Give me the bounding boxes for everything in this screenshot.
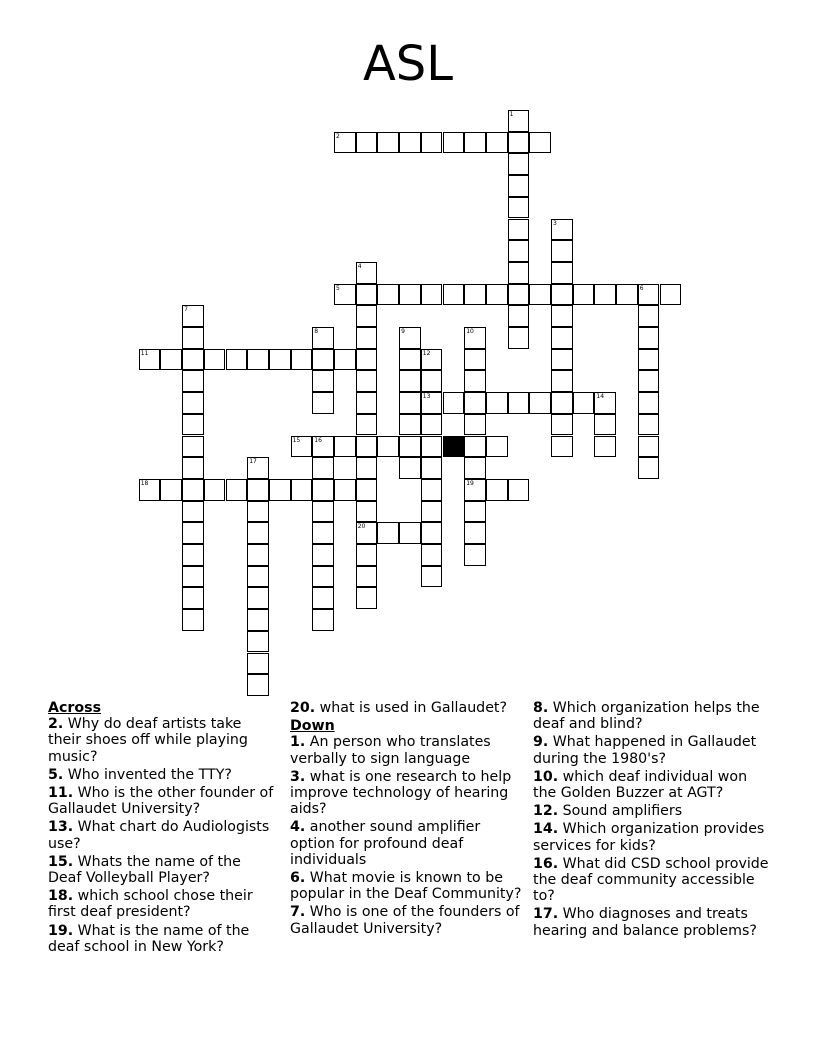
grid-cell[interactable] <box>594 392 616 414</box>
grid-cell[interactable] <box>312 349 334 371</box>
cell-number: 2 <box>336 132 340 140</box>
clue-down-9: 9. What happened in Gallaudet during the 1980's? <box>533 734 757 767</box>
grid-cell[interactable] <box>508 153 530 175</box>
grid-cell[interactable] <box>464 414 486 436</box>
cell-number: 4 <box>357 262 362 270</box>
grid-cell[interactable] <box>182 457 204 479</box>
grid-cell[interactable] <box>247 609 269 631</box>
grid-cell[interactable] <box>356 501 378 523</box>
grid-cell[interactable] <box>464 327 486 349</box>
clues-column-1 <box>48 700 278 957</box>
grid-cell[interactable] <box>247 457 269 479</box>
grid-cell[interactable] <box>356 566 378 588</box>
cell-number: 18 <box>140 479 149 487</box>
grid-cell[interactable] <box>312 609 334 631</box>
grid-cell[interactable] <box>182 479 204 501</box>
grid-cell[interactable] <box>594 436 616 458</box>
grid-cell[interactable] <box>139 479 161 501</box>
grid-cell[interactable] <box>421 392 443 414</box>
grid-cell[interactable] <box>182 327 204 349</box>
grid-cell[interactable] <box>312 436 334 458</box>
grid-cell[interactable] <box>247 566 269 588</box>
grid-cell[interactable] <box>356 284 378 306</box>
grid-cell[interactable] <box>551 240 573 262</box>
grid-cell[interactable] <box>356 436 378 458</box>
clue-down-12: 12. Sound amplifiers <box>533 803 683 820</box>
grid-cell[interactable] <box>312 479 334 501</box>
grid-cell[interactable] <box>247 587 269 609</box>
grid-cell[interactable] <box>182 522 204 544</box>
clue-across-13: 13. What chart do Audiologists use? <box>48 819 270 852</box>
grid-cell[interactable] <box>312 457 334 479</box>
grid-cell[interactable] <box>399 457 421 479</box>
down-heading: Down <box>290 718 335 735</box>
grid-cell[interactable] <box>312 544 334 566</box>
clue-down-8: 8. Which organization helps the deaf and blind? <box>533 700 760 733</box>
cell-number: 3 <box>553 219 557 227</box>
grid-cell[interactable] <box>616 284 638 306</box>
grid-cell[interactable] <box>486 479 508 501</box>
grid-cell[interactable] <box>464 544 486 566</box>
grid-cell[interactable] <box>638 392 660 414</box>
grid-cell[interactable] <box>508 175 530 197</box>
grid-cell[interactable] <box>182 609 204 631</box>
grid-cell[interactable] <box>356 587 378 609</box>
clue-across-18: 18. which school chose their first deaf president? <box>48 888 253 921</box>
grid-cell[interactable] <box>638 457 660 479</box>
grid-cell[interactable] <box>204 479 226 501</box>
grid-cell[interactable] <box>312 501 334 523</box>
grid-cell[interactable] <box>421 544 443 566</box>
across-heading: Across <box>48 700 102 716</box>
cell-number: 1 <box>509 111 514 118</box>
clue-down-6: 6. What movie is known to be popular in the Deaf Community? <box>290 870 522 903</box>
grid-cell[interactable] <box>508 132 530 154</box>
grid-cell[interactable] <box>573 392 595 414</box>
grid-cell[interactable] <box>291 479 313 501</box>
grid-cell[interactable] <box>594 414 616 436</box>
cell-number: 11 <box>140 349 149 357</box>
grid-cell[interactable] <box>551 370 573 392</box>
grid-cell[interactable] <box>356 522 378 544</box>
grid-cell[interactable] <box>356 370 378 392</box>
grid-cell[interactable] <box>464 284 486 306</box>
grid-cell[interactable] <box>464 370 486 392</box>
grid-cell[interactable] <box>638 370 660 392</box>
grid-cell[interactable] <box>551 414 573 436</box>
grid-cell[interactable] <box>529 132 551 154</box>
cell-number: 9 <box>401 328 405 335</box>
grid-cell[interactable] <box>421 132 443 154</box>
cell-number: 16 <box>314 436 322 444</box>
grid-cell[interactable] <box>334 132 356 154</box>
clue-across-11: 11. Who is the other founder of Gallaudet University? <box>48 785 274 818</box>
grid-cell[interactable] <box>508 305 530 327</box>
grid-cell[interactable] <box>247 653 269 675</box>
grid-cell[interactable] <box>204 349 226 371</box>
grid-cell[interactable] <box>508 240 530 262</box>
grid-cell[interactable] <box>551 436 573 458</box>
grid-cell[interactable] <box>356 414 378 436</box>
grid-cell[interactable] <box>226 479 248 501</box>
grid-cell[interactable] <box>182 587 204 609</box>
grid-cell[interactable] <box>464 522 486 544</box>
clue-across-15: 15. Whats the name of the Deaf Volleyball Player? <box>48 853 241 887</box>
grid-cell[interactable] <box>464 349 486 371</box>
grid-cell[interactable] <box>182 566 204 588</box>
grid-cell[interactable] <box>182 370 204 392</box>
grid-cell[interactable] <box>464 457 486 479</box>
grid-cell[interactable] <box>247 501 269 523</box>
grid-cell[interactable] <box>399 436 421 458</box>
cell-number: 17 <box>249 458 257 466</box>
clue-down-16: 16. What did CSD school provide the deaf community accessible to? <box>533 855 769 905</box>
grid-cell[interactable] <box>486 436 508 458</box>
grid-cell[interactable] <box>399 414 421 436</box>
grid-cell[interactable] <box>377 436 399 458</box>
grid-cell[interactable] <box>182 414 204 436</box>
clue-across-19: 19. What is the name of the deaf school in New York? <box>48 922 250 955</box>
grid-cell[interactable] <box>399 132 421 154</box>
grid-cell[interactable] <box>421 501 443 523</box>
grid-cell[interactable] <box>356 457 378 479</box>
grid-cell[interactable] <box>182 305 204 327</box>
clue-across-20: 20. what is used in Gallaudet? <box>290 700 508 716</box>
grid-cell[interactable] <box>421 522 443 544</box>
grid-cell[interactable] <box>508 197 530 219</box>
grid-cell[interactable] <box>334 349 356 371</box>
grid-cell[interactable] <box>421 479 443 501</box>
grid-cell[interactable] <box>594 284 616 306</box>
grid-cell[interactable] <box>356 349 378 371</box>
grid-cell[interactable] <box>399 522 421 544</box>
grid-cell[interactable] <box>508 479 530 501</box>
grid-cell[interactable] <box>638 305 660 327</box>
grid-cell[interactable] <box>356 327 378 349</box>
grid-cell[interactable] <box>247 674 269 696</box>
grid-cell[interactable] <box>508 219 530 241</box>
grid-cell[interactable] <box>226 349 248 371</box>
grid-cell[interactable] <box>356 544 378 566</box>
grid-cell[interactable] <box>443 392 465 414</box>
grid-cell[interactable] <box>247 522 269 544</box>
cell-number: 19 <box>466 479 474 487</box>
grid-cell[interactable] <box>160 479 182 501</box>
grid-cell[interactable] <box>443 284 465 306</box>
cell-number: 10 <box>466 328 474 335</box>
grid-cell[interactable] <box>377 132 399 154</box>
clue-down-7: 7. Who is one of the founders of Gallaudet University? <box>290 904 520 937</box>
puzzle-title: ASL <box>362 36 454 92</box>
grid-cell[interactable] <box>421 457 443 479</box>
grid-cell[interactable] <box>551 392 573 414</box>
grid-cell[interactable] <box>312 392 334 414</box>
grid-cell[interactable] <box>334 479 356 501</box>
grid-cell[interactable] <box>638 327 660 349</box>
grid-cell[interactable] <box>399 349 421 371</box>
cell-number: 20 <box>357 523 366 531</box>
grid-cell[interactable] <box>312 522 334 544</box>
grid-cell[interactable] <box>399 370 421 392</box>
grid-cell[interactable] <box>421 349 443 371</box>
clue-down-10: 10. which deaf individual won the Golden Buzzer at AGT? <box>533 768 748 802</box>
cell-number: 13 <box>422 393 431 401</box>
grid-cell[interactable] <box>247 349 269 371</box>
grid-cell[interactable] <box>508 392 530 414</box>
grid-cell[interactable] <box>377 284 399 306</box>
grid-cell[interactable] <box>334 436 356 458</box>
grid-cell[interactable] <box>529 284 551 306</box>
grid-cell[interactable] <box>182 436 204 458</box>
grid-cell[interactable] <box>377 522 399 544</box>
grid-cell[interactable] <box>269 479 291 501</box>
grid-cell[interactable] <box>551 219 573 241</box>
grid-cell[interactable] <box>508 327 530 349</box>
grid-cell[interactable] <box>356 479 378 501</box>
cell-number: 14 <box>596 393 605 401</box>
clues-column-2 <box>290 700 522 939</box>
grid-cell[interactable] <box>356 305 378 327</box>
clues-column-3 <box>533 700 773 941</box>
grid-cell[interactable] <box>312 566 334 588</box>
clue-across-2: 2. Why do deaf artists take their shoes off while playing music? <box>48 716 248 765</box>
grid-cell[interactable] <box>486 392 508 414</box>
grid-cell[interactable] <box>421 414 443 436</box>
clue-down-3: 3. what is one research to help improve technology of hearing aids? <box>290 768 512 818</box>
grid-cell[interactable] <box>334 284 356 306</box>
grid-cell[interactable] <box>421 436 443 458</box>
grid-cell[interactable] <box>399 284 421 306</box>
grid-cell[interactable] <box>464 501 486 523</box>
grid-cell[interactable] <box>508 110 530 132</box>
grid-cell[interactable] <box>139 349 161 371</box>
grid-cell[interactable] <box>551 305 573 327</box>
grid-cell[interactable] <box>247 544 269 566</box>
grid-cell[interactable] <box>182 349 204 371</box>
cell-number: 15 <box>292 436 301 444</box>
grid-cell[interactable] <box>551 327 573 349</box>
grid-cell[interactable] <box>247 479 269 501</box>
grid-cell[interactable] <box>269 349 291 371</box>
grid-cell[interactable] <box>551 349 573 371</box>
grid-cell[interactable] <box>421 370 443 392</box>
grid-cell[interactable] <box>464 392 486 414</box>
grid-cell[interactable] <box>508 262 530 284</box>
grid-cell[interactable] <box>312 370 334 392</box>
grid-cell[interactable] <box>638 284 660 306</box>
grid-cell[interactable] <box>356 132 378 154</box>
clue-down-14: 14. Which organization provides services for kids? <box>533 821 765 854</box>
grid-cell[interactable] <box>160 349 182 371</box>
cell-number: 5 <box>336 284 340 292</box>
grid-cell[interactable] <box>660 284 682 306</box>
grid-cell[interactable] <box>399 392 421 414</box>
clue-down-1: 1. An person who translates verbally to sign language <box>290 734 491 767</box>
grid-cell[interactable] <box>443 132 465 154</box>
grid-cell[interactable] <box>312 327 334 349</box>
grid-cell[interactable] <box>399 327 421 349</box>
grid-cell[interactable] <box>638 349 660 371</box>
clue-across-5: 5. Who invented the TTY? <box>48 766 232 783</box>
grid-cell[interactable] <box>291 349 313 371</box>
grid-cell[interactable] <box>182 392 204 414</box>
grid-cell[interactable] <box>573 284 595 306</box>
grid-cell[interactable] <box>486 132 508 154</box>
grid-cell[interactable] <box>464 132 486 154</box>
clue-down-4: 4. another sound amplifier option for profound deaf individuals <box>290 819 481 868</box>
grid-cell[interactable] <box>508 284 530 306</box>
grid-cell[interactable] <box>247 631 269 653</box>
black-square <box>443 436 465 458</box>
grid-cell[interactable] <box>638 414 660 436</box>
cell-number: 8 <box>314 328 319 335</box>
cell-number: 7 <box>184 306 188 314</box>
grid-cell[interactable] <box>356 392 378 414</box>
grid-cell[interactable] <box>291 436 313 458</box>
cell-number: 12 <box>422 349 431 357</box>
clue-down-17: 17. Who diagnoses and treats hearing and balance problems? <box>533 906 757 939</box>
grid-cell[interactable] <box>421 284 443 306</box>
grid-cell[interactable] <box>551 284 573 306</box>
grid-cell[interactable] <box>638 436 660 458</box>
grid-cell[interactable] <box>182 544 204 566</box>
grid-cell[interactable] <box>182 501 204 523</box>
grid-cell[interactable] <box>529 392 551 414</box>
grid-cell[interactable] <box>551 262 573 284</box>
grid-cell[interactable] <box>464 479 486 501</box>
grid-cell[interactable] <box>312 587 334 609</box>
cell-number: 6 <box>639 284 644 292</box>
grid-cell[interactable] <box>421 566 443 588</box>
grid-cell[interactable] <box>356 262 378 284</box>
grid-cell[interactable] <box>464 436 486 458</box>
grid-cell[interactable] <box>486 284 508 306</box>
